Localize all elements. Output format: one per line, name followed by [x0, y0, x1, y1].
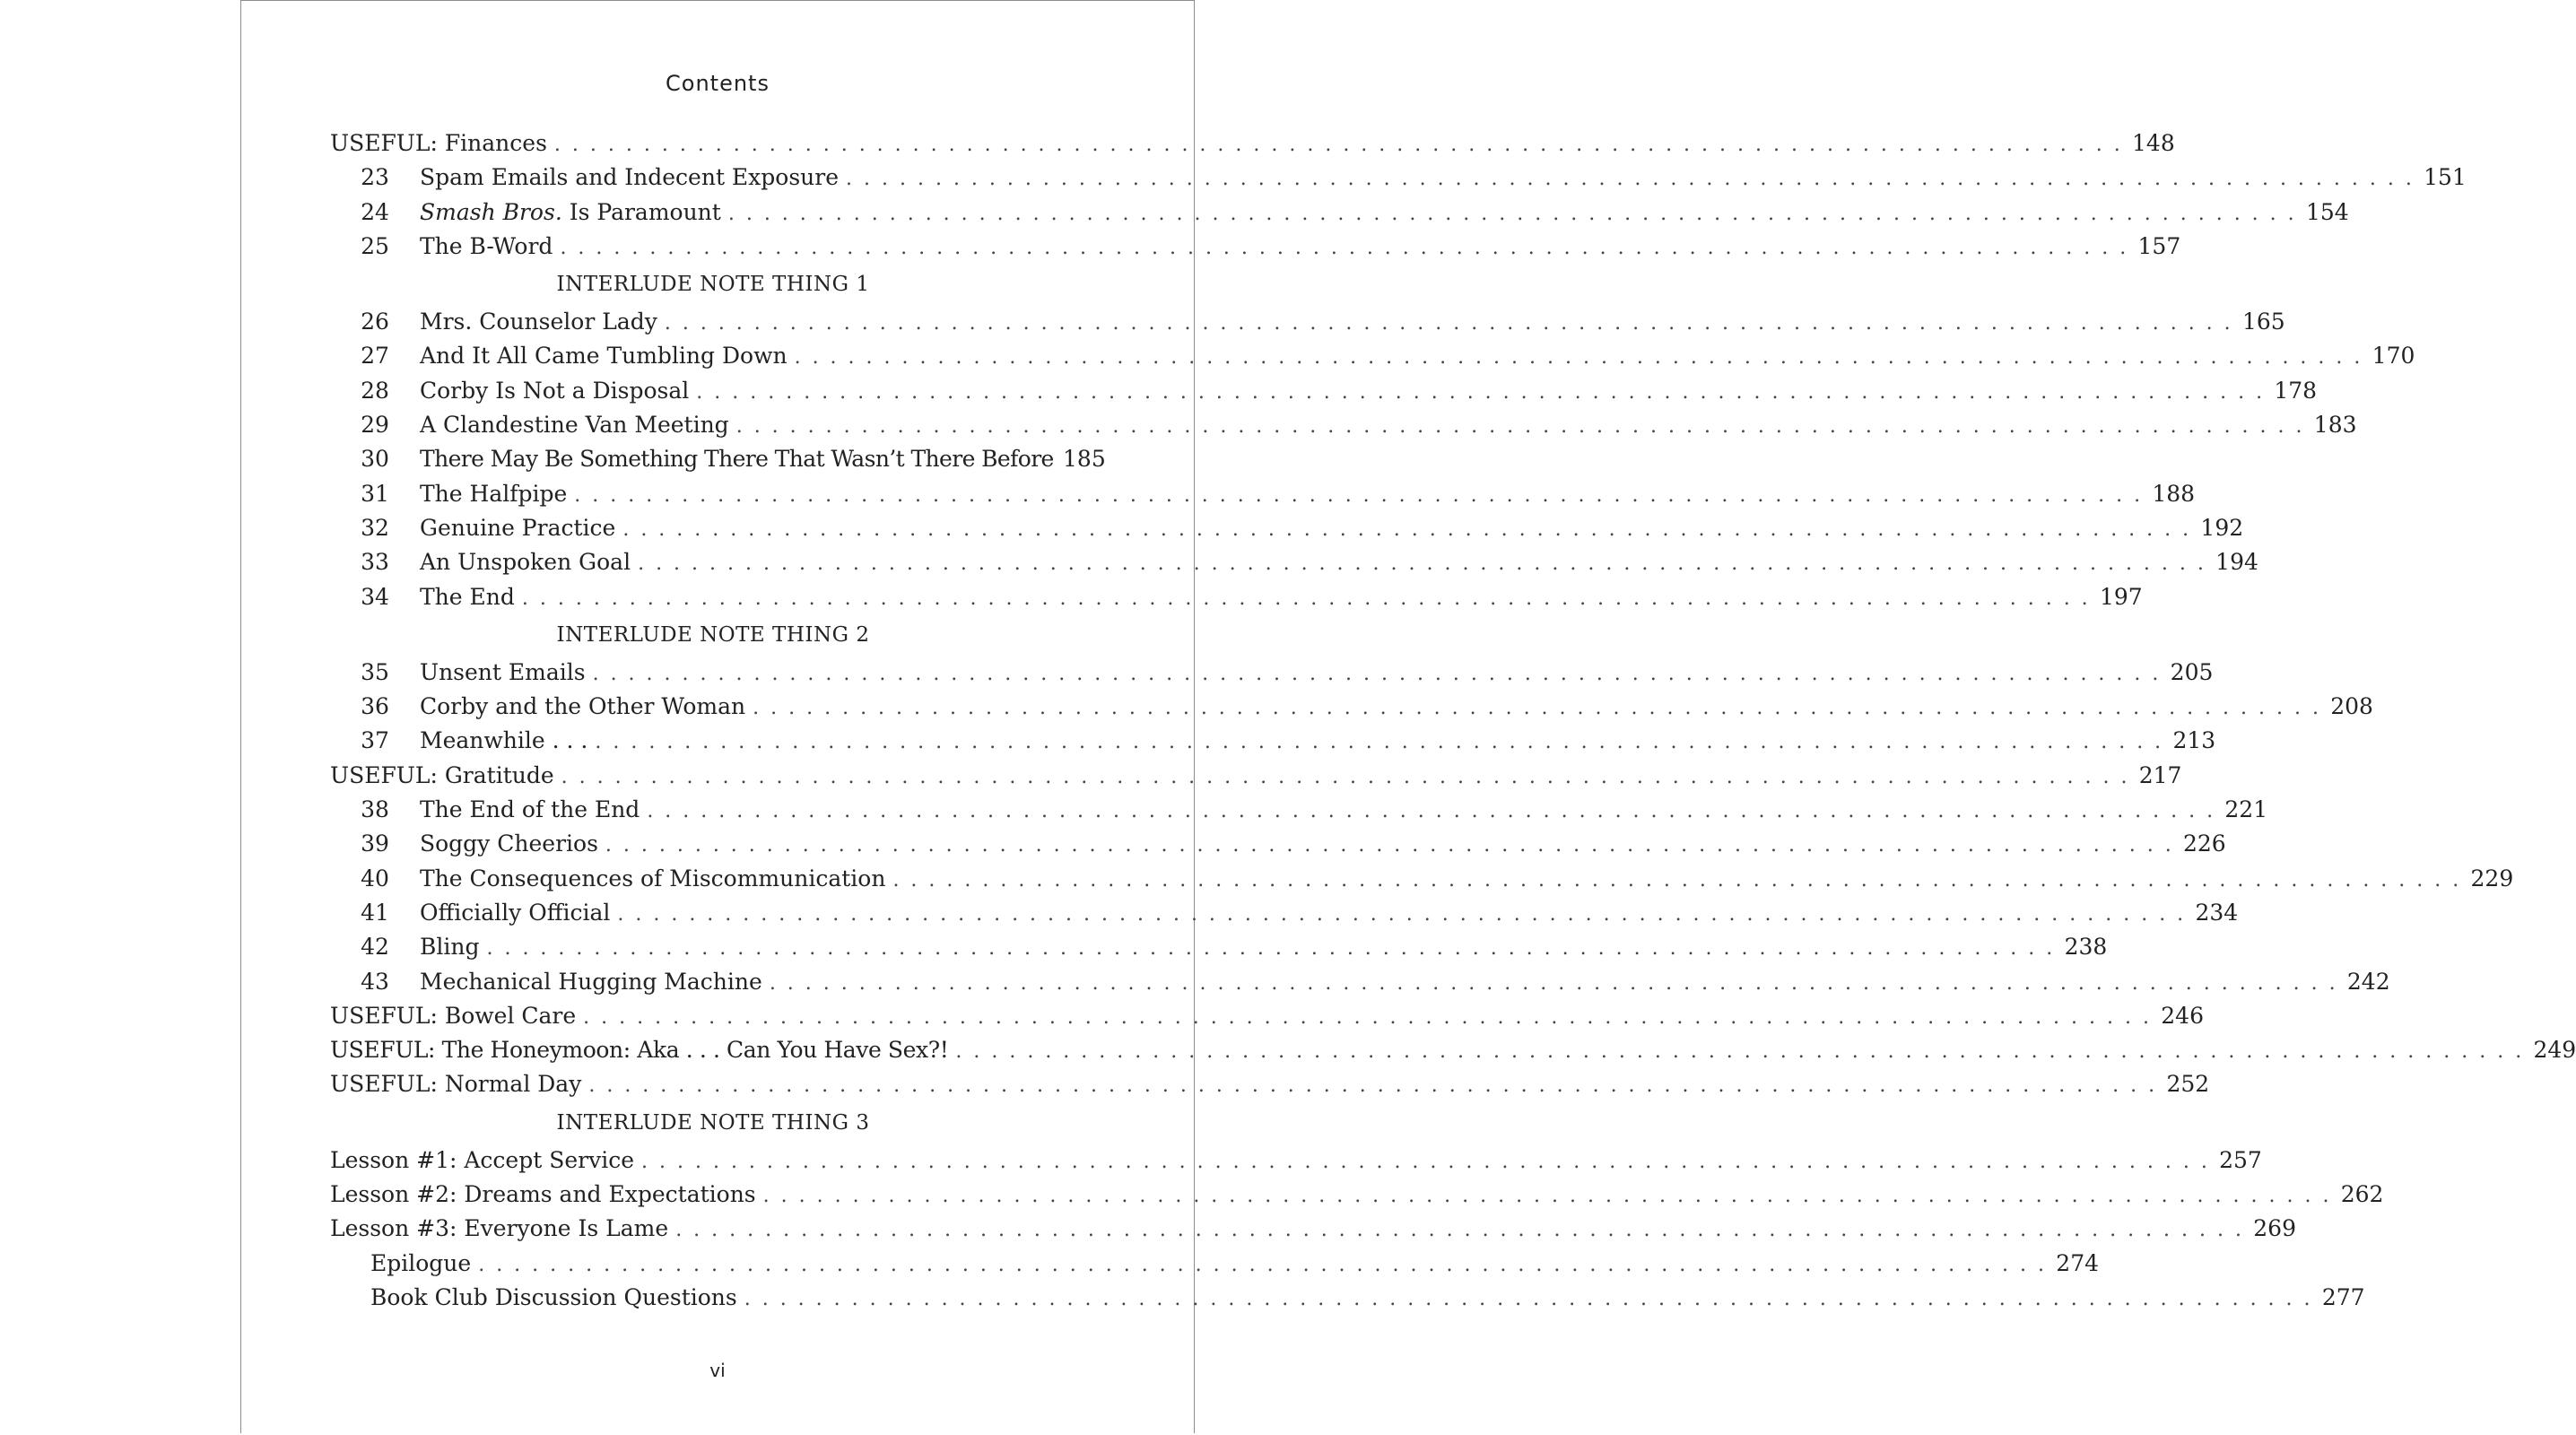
entry-title: Corby Is Not a Disposal [420, 377, 690, 404]
toc-entry [330, 442, 1106, 476]
entry-page: 234 [2195, 899, 2239, 926]
toc-entry [330, 161, 2467, 195]
dot-leader: . . . . . . . . . . . . . . . . . . . . . . . . . . . . . . . . . . . . . . . . . . . . . . . . . . . . . . . . . . . . . . . . . . . . . . . . . . . . . . . . . . . . . . . . [588, 1074, 2158, 1098]
page-number: vi [709, 1360, 726, 1381]
dot-leader: . . . . . . . . . . . . . . . . . . . . . . . . . . . . . . . . . . . . . . . . . . . . . . . . . . . . . . . . . . . . . . . . . . . . . . . . . . . . . . . . . . . . . . . . [753, 697, 2321, 720]
entry-page: 221 [2224, 796, 2268, 823]
toc-entry [330, 896, 2239, 930]
toc-entry [330, 793, 2268, 827]
entry-title: The Halfpipe [420, 480, 568, 507]
dot-leader: . . . . . . . . . . . . . . . . . . . . . . . . . . . . . . . . . . . . . . . . . . . . . . . . . . . . . . . . . . . . . . . . . . . . . . . . . . . . . . . . . . . . . . . . [560, 236, 2129, 259]
toc-entry [330, 511, 2244, 545]
entry-number: 37 [361, 727, 389, 754]
dot-leader: . . . . . . . . . . . . . . . . . . . . . . . . . . . . . . . . . . . . . . . . . . . . . . . . . . . . . . . . . . . . . . . . . . . . . . . . . . . . . . . . . . . . . . . . [605, 834, 2174, 857]
toc-entry [330, 999, 2204, 1033]
entry-number: 38 [361, 796, 389, 823]
entry-page: 238 [2064, 934, 2108, 961]
entry-number: 33 [361, 549, 389, 576]
dot-leader: . . . . . . . . . . . . . . . . . . . . . . . . . . . . . . . . . . . . . . . . . . . . . . . . . . . . . . . . . . . . . . . . . . . . . . . . . . . . . . . . . . . . . . . . [641, 1150, 2210, 1173]
toc-entry [330, 724, 2216, 758]
entry-title: The End of the End [420, 796, 640, 823]
dot-leader: . . . . . . . . . . . . . . . . . . . . . . . . . . . . . . . . . . . . . . . . . . . . . . . . . . . . . . . . . . . . . . . . . . . . . . . . . . . . . . . . . . . . . . . . [574, 483, 2144, 507]
entry-title: USEFUL: Bowel Care [330, 1002, 577, 1029]
entry-title: The End [420, 583, 515, 610]
dot-leader: . . . . . . . . . . . . . . . . . . . . . . . . . . . . . . . . . . . . . . . . . . . . . . . . . . . . . . . . . . . . . . . . . . . . . . . . . . . . . . . . . . . . . . . . [735, 415, 2305, 439]
entry-page: 246 [2161, 1002, 2204, 1029]
toc-entry [330, 930, 2108, 964]
entry-title: The Consequences of Miscommunication [420, 865, 886, 891]
entry-number: 39 [361, 831, 389, 857]
interlude-heading: INTERLUDE NOTE THING 3 [556, 1110, 870, 1135]
toc-entry [330, 305, 2285, 339]
dot-leader: . . . . . . . . . . . . . . . . . . . . . . . . . . . . . . . . . . . . . . . . . . . . . . . . . . . . . . . . . . . . . . . . . . . . . . . . . . . . . . . . . . . . . . . . [892, 868, 2462, 891]
toc-entry [330, 374, 2318, 408]
entry-title: USEFUL: The Honeymoon: Aka . . . Can You Have Sex?! [330, 1037, 949, 1064]
toc-entry [330, 1281, 2365, 1315]
entry-title: Lesson #2: Dreams and Expectations [330, 1181, 756, 1208]
entry-title: USEFUL: Gratitude [330, 761, 554, 788]
entry-number: 41 [361, 899, 389, 926]
entry-number: 40 [361, 865, 389, 891]
toc-entry [330, 545, 2258, 579]
page-heading: Contents [666, 71, 770, 96]
toc-entry [330, 230, 2181, 264]
entry-number: 23 [361, 164, 389, 191]
entry-title: The B-Word [420, 232, 553, 259]
toc-entry [330, 126, 2175, 161]
dot-leader: . . . . . . . . . . . . . . . . . . . . . . . . . . . . . . . . . . . . . . . . . . . . . . . . . . . . . . . . . . . . . . . . . . . . . . . . . . . . . . . . . . . . . . . . [794, 346, 2363, 370]
entry-page: 151 [2424, 164, 2467, 191]
entry-title: An Unspoken Goal [420, 549, 631, 576]
entry-number: 34 [361, 583, 389, 610]
dot-leader: . . . . . . . . . . . . . . . . . . . . . . . . . . . . . . . . . . . . . . . . . . . . . . . . . . . . . . . . . . . . . . . . . . . . . . . . . . . . . . . . . . . . . . . . [846, 168, 2415, 191]
toc-entry [330, 196, 2349, 230]
entry-title: USEFUL: Normal Day [330, 1071, 582, 1098]
entry-title: Smash Bros. Is Paramount [420, 198, 721, 225]
entry-page: 185 [1063, 446, 1106, 473]
entry-page: 192 [2200, 514, 2244, 541]
entry-page: 165 [2241, 309, 2285, 335]
dot-leader: . . . . . . . . . . . . . . . . . . . . . . . . . . . . . . . . . . . . . . . . . . . . . . . . . . . . . . . . . . . . . . . . . . . . . . . . . . . . . . . . . . . . . . . . [762, 1185, 2332, 1208]
dot-leader: . . . . . . . . . . . . . . . . . . . . . . . . . . . . . . . . . . . . . . . . . . . . . . . . . . . . . . . . . . . . . . . . . . . . . . . . . . . . . . . . . . . . . . . . [744, 1287, 2313, 1310]
entry-page: 249 [2533, 1037, 2576, 1064]
dot-leader: . . . . . . . . . . . . . . . . . . . . . . . . . . . . . . . . . . . . . . . . . . . . . . . . . . . . . . . . . . . . . . . . . . . . . . . . . . . . . . . . . . . . . . . . [675, 1219, 2244, 1242]
entry-page: 157 [2137, 232, 2181, 259]
entry-title: There May Be Something There That Wasn’t There Before [420, 446, 1054, 473]
entry-title: Mechanical Hugging Machine [420, 968, 762, 995]
entry-title: Epilogue [370, 1249, 472, 1276]
dot-leader: . . . . . . . . . . . . . . . . . . . . . . . . . . . . . . . . . . . . . . . . . . . . . . . . . . . . . . . . . . . . . . . . . . . . . . . . . . . . . . . . . . . . . . . . [617, 902, 2187, 926]
dot-leader: . . . . . . . . . . . . . . . . . . . . . . . . . . . . . . . . . . . . . . . . . . . . . . . . . . . . . . . . . . . . . . . . . . . . . . . . . . . . . . . . . . . . . . . . [955, 1040, 2525, 1064]
entry-title: Officially Official [420, 899, 611, 926]
entry-title: Lesson #3: Everyone Is Lame [330, 1215, 669, 1242]
toc-entry [330, 580, 2143, 614]
table-of-contents [330, 126, 2576, 1315]
dot-leader: . . . . . . . . . . . . . . . . . . . . . . . . . . . . . . . . . . . . . . . . . . . . . . . . . . . . . . . . . . . . . . . . . . . . . . . . . . . . . . . . . . . . . . . . [592, 662, 2162, 685]
entry-page: 178 [2274, 377, 2318, 404]
dot-leader: . . . . . . . . . . . . . . . . . . . . . . . . . . . . . . . . . . . . . . . . . . . . . . . . . . . . . . . . . . . . . . . . . . . . . . . . . . . . . . . . . . . . . . . . [595, 731, 2164, 754]
dot-leader: . . . . . . . . . . . . . . . . . . . . . . . . . . . . . . . . . . . . . . . . . . . . . . . . . . . . . . . . . . . . . . . . . . . . . . . . . . . . . . . . . . . . . . . . [583, 1005, 2152, 1029]
toc-entry [330, 339, 2415, 373]
entry-page: 257 [2219, 1146, 2262, 1173]
entry-title: And It All Came Tumbling Down [420, 343, 788, 370]
toc-entry [330, 1247, 2100, 1281]
dot-leader: . . . . . . . . . . . . . . . . . . . . . . . . . . . . . . . . . . . . . . . . . . . . . . . . . . . . . . . . . . . . . . . . . . . . . . . . . . . . . . . . . . . . . . . . [622, 517, 2192, 541]
entry-page: 183 [2313, 412, 2357, 439]
toc-entry [330, 1033, 2576, 1067]
entry-number: 24 [361, 198, 389, 225]
entry-number: 35 [361, 658, 389, 685]
entry-title: A Clandestine Van Meeting [420, 412, 729, 439]
dot-leader: . . . . . . . . . . . . . . . . . . . . . . . . . . . . . . . . . . . . . . . . . . . . . . . . . . . . . . . . . . . . . . . . . . . . . . . . . . . . . . . . . . . . . . . . [727, 202, 2297, 225]
entry-number: 28 [361, 377, 389, 404]
entry-number: 42 [361, 934, 389, 961]
entry-page: 274 [2056, 1249, 2100, 1276]
toc-entry [330, 477, 2196, 511]
entry-page: 205 [2170, 658, 2214, 685]
toc-entry [330, 1067, 2210, 1101]
entry-number: 27 [361, 343, 389, 370]
entry-page: 208 [2330, 693, 2373, 720]
entry-page: 242 [2346, 968, 2390, 995]
toc-entry [330, 656, 2214, 690]
entry-number: 29 [361, 412, 389, 439]
entry-page: 154 [2305, 198, 2349, 225]
entry-title: Meanwhile . . . [420, 727, 588, 754]
toc-entry [330, 690, 2373, 724]
entry-page: 252 [2166, 1071, 2210, 1098]
entry-number: 32 [361, 514, 389, 541]
entry-page: 188 [2152, 480, 2196, 507]
entry-page: 226 [2183, 831, 2226, 857]
dot-leader: . . . . . . . . . . . . . . . . . . . . . . . . . . . . . . . . . . . . . . . . . . . . . . . . . . . . . . . . . . . . . . . . . . . . . . . . . . . . . . . . . . . . . . . . [561, 765, 2130, 788]
toc-entry [330, 965, 2390, 999]
dot-leader: . . . . . . . . . . . . . . . . . . . . . . . . . . . . . . . . . . . . . . . . . . . . . . . . . . . . . . . . . . . . . . . . . . . . . . . . . . . . . . . . . . . . . . . . [769, 971, 2338, 995]
toc-entry [330, 1212, 2296, 1246]
entry-page: 148 [2132, 130, 2175, 156]
entry-page: 197 [2099, 583, 2143, 610]
entry-page: 269 [2253, 1215, 2296, 1242]
entry-page: 229 [2470, 865, 2514, 891]
entry-title: Bling [420, 934, 480, 961]
book-page [240, 0, 2576, 1433]
entry-number: 31 [361, 480, 389, 507]
entry-title: Unsent Emails [420, 658, 586, 685]
entry-title: Lesson #1: Accept Service [330, 1146, 635, 1173]
interlude-heading: INTERLUDE NOTE THING 1 [556, 273, 870, 297]
dot-leader: . . . . . . . . . . . . . . . . . . . . . . . . . . . . . . . . . . . . . . . . . . . . . . . . . . . . . . . . . . . . . . . . . . . . . . . . . . . . . . . . . . . . . . . . [664, 312, 2233, 335]
entry-number: 43 [361, 968, 389, 995]
entry-number: 36 [361, 693, 389, 720]
dot-leader: . . . . . . . . . . . . . . . . . . . . . . . . . . . . . . . . . . . . . . . . . . . . . . . . . . . . . . . . . . . . . . . . . . . . . . . . . . . . . . . . . . . . . . . . [638, 552, 2206, 576]
toc-entry [330, 862, 2514, 896]
entry-page: 213 [2172, 727, 2216, 754]
entry-title: Soggy Cheerios [420, 831, 598, 857]
entry-title: USEFUL: Finances [330, 130, 547, 156]
entry-page: 194 [2215, 549, 2258, 576]
dot-leader: . . . . . . . . . . . . . . . . . . . . . . . . . . . . . . . . . . . . . . . . . . . . . . . . . . . . . . . . . . . . . . . . . . . . . . . . . . . . . . . . . . . . . . . . [521, 587, 2091, 610]
entry-page: 262 [2340, 1181, 2384, 1208]
entry-title: Book Club Discussion Questions [370, 1283, 737, 1310]
interlude-heading: INTERLUDE NOTE THING 2 [556, 622, 870, 647]
entry-page: 217 [2138, 761, 2182, 788]
entry-title: Genuine Practice [420, 514, 616, 541]
dot-leader: . . . . . . . . . . . . . . . . . . . . . . . . . . . . . . . . . . . . . . . . . . . . . . . . . . . . . . . . . . . . . . . . . . . . . . . . . . . . . . . . . . . . . . . . [553, 134, 2123, 156]
dot-leader: . . . . . . . . . . . . . . . . . . . . . . . . . . . . . . . . . . . . . . . . . . . . . . . . . . . . . . . . . . . . . . . . . . . . . . . . . . . . . . . . . . . . . . . . [486, 937, 2056, 961]
toc-entry [330, 408, 2357, 442]
dot-leader: . . . . . . . . . . . . . . . . . . . . . . . . . . . . . . . . . . . . . . . . . . . . . . . . . . . . . . . . . . . . . . . . . . . . . . . . . . . . . . . . . . . . . . . . [478, 1253, 2048, 1276]
entry-page: 277 [2321, 1283, 2365, 1310]
entry-number: 25 [361, 232, 389, 259]
toc-entry [330, 759, 2182, 793]
entry-title: Mrs. Counselor Lady [420, 309, 657, 335]
entry-page: 170 [2371, 343, 2415, 370]
dot-leader: . . . . . . . . . . . . . . . . . . . . . . . . . . . . . . . . . . . . . . . . . . . . . . . . . . . . . . . . . . . . . . . . . . . . . . . . . . . . . . . . . . . . . . . . [696, 380, 2266, 404]
toc-entry [330, 827, 2226, 861]
toc-entry [330, 1178, 2384, 1212]
entry-title: Corby and the Other Woman [420, 693, 746, 720]
toc-entry [330, 1144, 2262, 1178]
entry-number: 26 [361, 309, 389, 335]
entry-title: Spam Emails and Indecent Exposure [420, 164, 840, 191]
dot-leader: . . . . . . . . . . . . . . . . . . . . . . . . . . . . . . . . . . . . . . . . . . . . . . . . . . . . . . . . . . . . . . . . . . . . . . . . . . . . . . . . . . . . . . . . [647, 800, 2216, 823]
entry-number: 30 [361, 446, 389, 473]
